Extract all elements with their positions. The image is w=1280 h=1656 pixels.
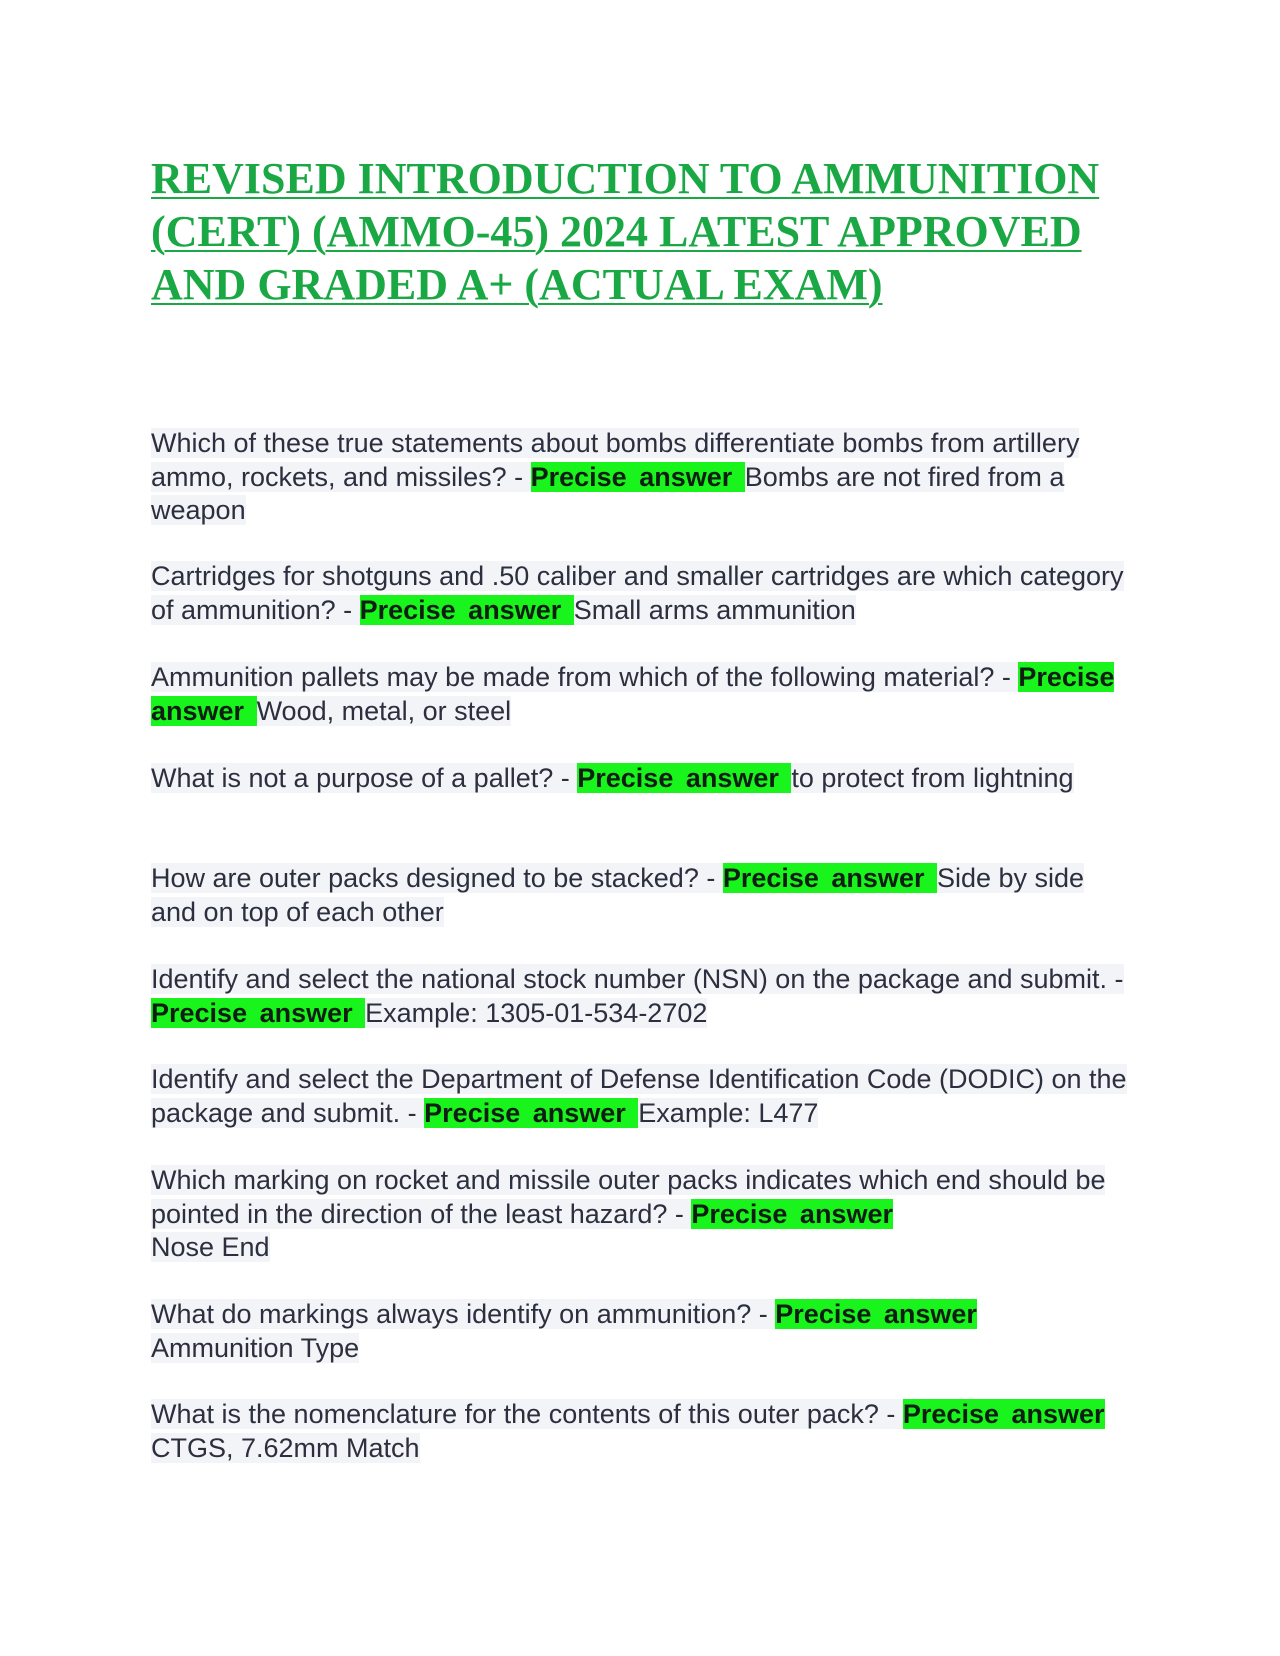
question-text: Ammunition pallets may be made from which of the following material? - xyxy=(151,662,1019,692)
answer-label: Precise answer xyxy=(775,1299,977,1329)
qa-item-10 xyxy=(151,1398,1131,1465)
answer-text: Nose End xyxy=(151,1232,270,1262)
answer-text: Bombs are not fired from a weapon xyxy=(151,461,1065,525)
question-text: Identify and select the national stock number (NSN) on the package and submit. - xyxy=(151,964,1124,994)
question-text: How are outer packs designed to be stacked? - xyxy=(151,863,723,893)
qa-item-6 xyxy=(151,963,1131,1030)
question-text: What do markings always identify on ammunition? - xyxy=(151,1299,776,1329)
question-text: Cartridges for shotguns and .50 caliber and smaller cartridges are which category of ammunition? - xyxy=(151,561,1124,625)
question-text: What is the nomenclature for the contents of this outer pack? - xyxy=(151,1399,903,1429)
answer-label: Precise answer xyxy=(151,997,366,1028)
answer-label: Precise answer xyxy=(577,763,792,793)
answer-text: Example: L477 xyxy=(638,1097,819,1128)
document-title: REVISED INTRODUCTION TO AMMUNITION (CERT) (AMMO-45) 2024 LATEST APPROVED AND GRADED A+ (ACTUAL EXAM) xyxy=(151,154,1100,309)
qa-item-7 xyxy=(151,1063,1131,1130)
answer-text: Ammunition Type xyxy=(151,1332,360,1363)
answer-label: Precise answer xyxy=(151,662,1115,726)
answer-label: Precise answer xyxy=(722,863,937,893)
answer-label: Precise answer xyxy=(359,594,574,625)
qa-item-9 xyxy=(151,1298,1131,1365)
qa-item-3 xyxy=(151,661,1131,728)
answer-label: Precise answer xyxy=(902,1399,1105,1429)
qa-item-5 xyxy=(151,862,1131,929)
qa-item-1 xyxy=(151,427,1131,528)
answer-text: Wood, metal, or steel xyxy=(256,695,512,726)
answer-label: Precise answer xyxy=(424,1097,639,1128)
answer-text: Example: 1305-01-534-2702 xyxy=(365,997,708,1028)
qa-item-2 xyxy=(151,560,1131,627)
answer-text: Small arms ammunition xyxy=(573,594,856,625)
question-text: Identify and select the Department of Defense Identification Code (DODIC) on the package and submit. - xyxy=(151,1064,1127,1128)
answer-text: CTGS, 7.62mm Match xyxy=(151,1432,420,1463)
question-text: What is not a purpose of a pallet? - xyxy=(151,763,578,793)
qa-item-8 xyxy=(151,1164,1131,1265)
answer-text: Side by side and on top of each other xyxy=(151,863,1085,927)
answer-text: to protect from lightning xyxy=(791,763,1074,793)
question-text: Which marking on rocket and missile outer packs indicates which end should be pointed in the direction of the least hazard? - xyxy=(151,1165,1106,1229)
qa-item-4 xyxy=(151,762,1131,796)
question-text: Which of these true statements about bombs differentiate bombs from artillery ammo, rockets, and missiles? - xyxy=(151,428,1080,492)
answer-label: Precise answer xyxy=(691,1198,893,1229)
answer-label: Precise answer xyxy=(530,461,745,492)
